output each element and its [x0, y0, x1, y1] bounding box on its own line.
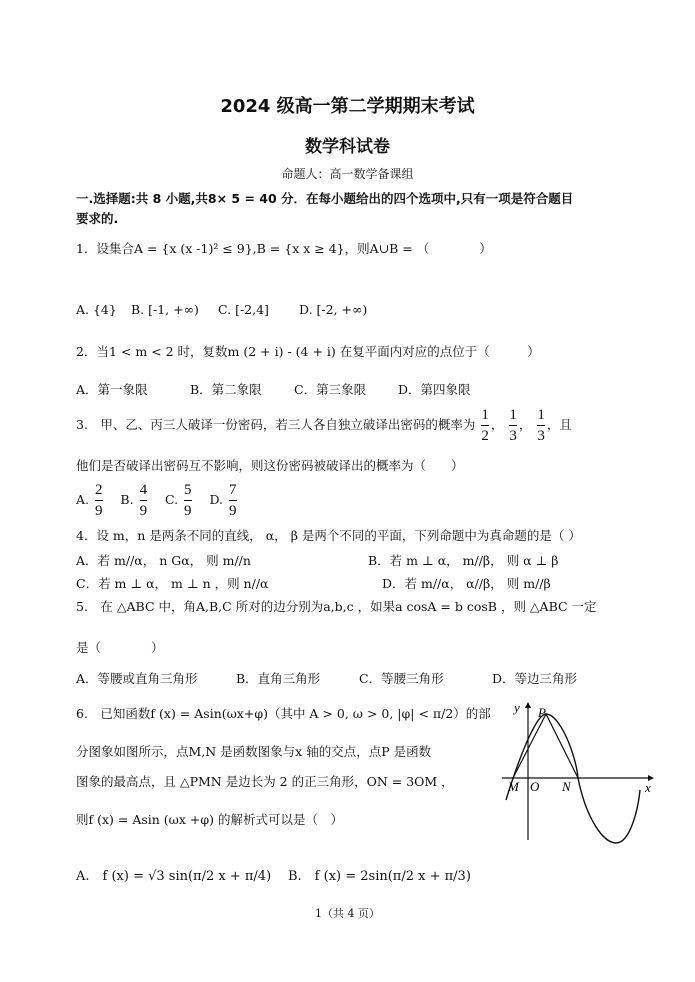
q3-frac-1-den: 2: [481, 428, 489, 444]
q3-option-c-num: 5: [184, 480, 192, 501]
q1-stem: 1．设集合A = {x (x -1)² ≤ 9},B = {x x ≥ 4}，则A∪B = （ ）: [76, 241, 492, 256]
q3-option-c-label: C.: [164, 492, 179, 507]
q3-option-a-label: A.: [76, 492, 90, 507]
q3-option-b-den: 9: [139, 503, 148, 519]
q3-stem-2: 他们是否破译出密码互不影响，则这份密码被破译出的概率为（ ）: [76, 458, 464, 473]
q3-option-a: [95, 480, 103, 521]
q3-frac-3-den: 3: [537, 428, 545, 444]
section-heading: 一.选择题:共 8 小题,共8× 5 = 40 分．在每小题给出的四个选项中,只有一项是符合题目: [76, 191, 574, 206]
q3-frac-3: [537, 405, 545, 446]
q1-option-c: C. [-2,4]: [218, 302, 269, 317]
q5-stem: 5. 在 △ABC 中，角A,B,C 所对的边分别为a,b,c ，如果a cosA = b cosB ，则 △ABC 一定: [76, 599, 597, 614]
q3-option-b-num: 4: [140, 480, 148, 501]
q6-line3: 图象的最高点，且 △PMN 是边长为 2 的正三角形，ON = 3OM ，: [76, 774, 454, 789]
q3-option-b-label: B.: [120, 492, 134, 507]
q5-stem-2: 是（ ）: [76, 640, 164, 655]
n-label: N: [562, 779, 571, 794]
q6-line4: 则f (x) = Asin (ωx +φ) 的解析式可以是（ ）: [76, 812, 343, 827]
q5-option-c: C．等腰三角形: [359, 671, 444, 686]
q4-stem: 4．设 m，n 是两条不同的直线， α， β 是两个不同的平面，下列命题中为真命题的是（ ）: [76, 528, 581, 543]
q3-frac-1-num: 1: [481, 405, 489, 426]
q6-option-a: A. f (x) = √3 sin(π/2 x + π/4): [76, 869, 272, 884]
q4-option-d: D．若 m//α， α//β， 则 m//β: [382, 576, 551, 591]
q3-option-d-num: 7: [229, 480, 237, 501]
q3-options: [76, 480, 239, 521]
o-label: O: [530, 779, 540, 794]
q3-option-d-den: 9: [229, 503, 237, 519]
q2-option-c: C．第三象限: [294, 382, 367, 397]
q4-option-a: A．若 m//α， n Gα， 则 m//n: [76, 553, 251, 568]
page-footer: 1（共 4 页）: [315, 907, 380, 920]
exam-author: 命题人：高一数学备课组: [281, 167, 414, 181]
section-heading-2: 要求的.: [76, 211, 119, 226]
y-label: y: [514, 700, 520, 715]
q3-frac-2-den: 3: [509, 428, 517, 444]
q6-line1: 6. 已知函数f (x) = Asin(ωx+φ)（其中 A > 0, ω > 0, |φ| < π/2）的部: [76, 706, 491, 721]
q4-option-c: C．若 m ⊥ α， m ⊥ n ，则 n//α: [76, 576, 269, 591]
q3-frac-3-num: 1: [537, 405, 545, 426]
y-axis-arrow-icon: [525, 702, 531, 708]
q2-stem: 2．当1 < m < 2 时，复数m (2 + i) - (4 + i) 在复平面内对应的点位于（ ）: [76, 344, 540, 359]
q3-option-c: [184, 480, 192, 521]
exam-title: 2024 级高一第二学期期末考试: [220, 96, 475, 117]
q3-frac-2-num: 1: [509, 405, 517, 426]
q1-option-a: A. {4}: [76, 302, 117, 317]
q1-option-b: B. [-1, +∞): [131, 302, 199, 317]
q3-option-d: [229, 480, 237, 521]
q3-stem-tail: ，且: [546, 417, 572, 432]
q1-option-d: D. [-2, +∞): [299, 302, 368, 317]
q6-line2: 分图象如图所示，点M,N 是函数图象与x 轴的交点，点P 是函数: [76, 744, 432, 759]
q5-option-d: D．等边三角形: [492, 671, 578, 686]
m-label: M: [508, 779, 519, 794]
q3-option-b: [140, 480, 148, 521]
q3-frac-2: [509, 405, 517, 446]
q6-option-b: B. f (x) = 2sin(π/2 x + π/3): [288, 869, 471, 884]
q3-frac-1: [481, 405, 489, 446]
q3-option-d-label: D.: [209, 492, 224, 507]
triangle-pmn: [513, 714, 578, 778]
q5-option-a: A．等腰或直角三角形: [76, 671, 198, 686]
q2-option-b: B．第二象限: [190, 382, 262, 397]
q3-stem-text: 3. 甲、乙、丙三人破译一份密码，若三人各自独立破译出密码的概率为: [76, 417, 476, 432]
p-label: P: [538, 705, 546, 720]
q2-option-a: A．第一象限: [76, 382, 148, 397]
x-label: x: [645, 780, 651, 795]
q3-stem: 3. 甲、乙、丙三人破译一份密码，若三人各自独立破译出密码的概率为 $\frac{1}{2}$ ， $\frac{1}{3}$ ， $\frac{1}{3}$ ，且: [76, 407, 572, 444]
q3-option-c-den: 9: [184, 503, 192, 519]
q3-option-a-num: 2: [95, 480, 103, 501]
q3-option-a-den: 9: [95, 503, 103, 519]
sine-graph: [498, 700, 658, 845]
q4-option-b: B．若 m ⊥ α， m//β， 则 α ⊥ β: [368, 553, 559, 568]
q5-option-b: B．直角三角形: [236, 671, 321, 686]
q2-option-d: D．第四象限: [398, 382, 471, 397]
exam-subtitle: 数学科试卷: [305, 137, 390, 157]
